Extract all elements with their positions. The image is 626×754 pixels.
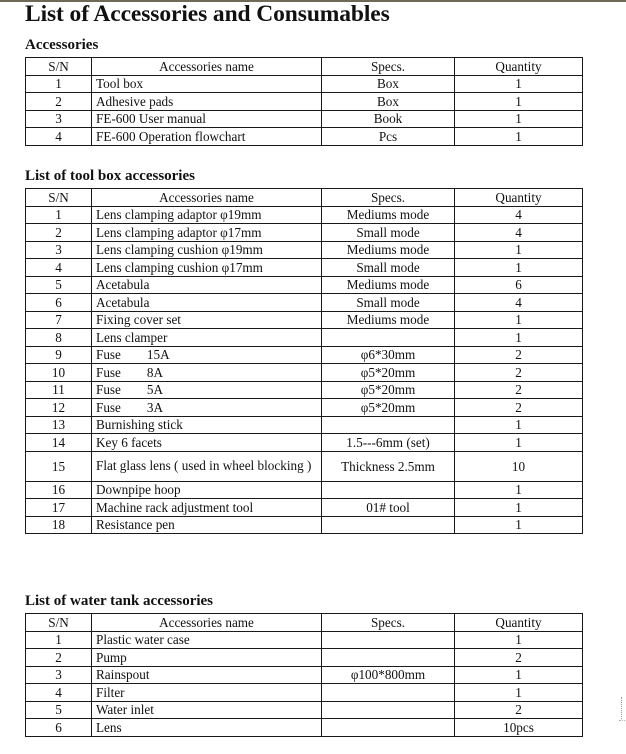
cell-spec: Book — [322, 110, 455, 128]
cell-spec: Mediums mode — [322, 206, 455, 224]
cell-name: Acetabula — [92, 294, 322, 312]
cell-spec: Mediums mode — [322, 311, 455, 329]
cell-sn: 12 — [26, 399, 92, 417]
cell-sn: 1 — [26, 75, 92, 93]
cell-sn: 16 — [26, 481, 92, 499]
table-row — [26, 294, 583, 312]
cell-name — [92, 346, 322, 364]
table-row — [26, 719, 583, 737]
cell-sn: 3 — [26, 666, 92, 684]
cell-qty: 2 — [455, 364, 583, 382]
table-row — [26, 276, 583, 294]
cell-spec — [322, 481, 455, 499]
header-name: Accessories name — [92, 189, 322, 207]
table-row — [26, 128, 583, 146]
cell-name: Resistance pen — [92, 516, 322, 534]
table-row — [26, 224, 583, 242]
cell-sn: 17 — [26, 499, 92, 517]
cell-spec: Box — [322, 93, 455, 111]
cell-spec — [322, 631, 455, 649]
table-header-row — [26, 189, 583, 207]
table-row — [26, 499, 583, 517]
cell-qty: 1 — [455, 259, 583, 277]
cell-spec — [322, 701, 455, 719]
cell-qty: 1 — [455, 666, 583, 684]
cell-spec: Thickness 2.5mm — [322, 451, 455, 481]
cell-qty: 6 — [455, 276, 583, 294]
section-title-watertank: List of water tank accessories — [25, 593, 214, 609]
header-name: Accessories name — [92, 58, 322, 76]
cell-qty: 2 — [455, 701, 583, 719]
cell-spec: φ5*20mm — [322, 399, 455, 417]
table-row — [26, 631, 583, 649]
section-title-accessories: Accessories — [25, 37, 99, 53]
fuse-rating: 8A — [146, 364, 164, 380]
cell-spec: φ5*20mm — [322, 381, 455, 399]
cell-qty: 10pcs — [455, 719, 583, 737]
cell-name: Lens clamping cushion φ17mm — [92, 259, 322, 277]
cell-spec: Small mode — [322, 259, 455, 277]
header-spec: Specs. — [322, 58, 455, 76]
cell-spec — [322, 684, 455, 702]
cell-qty: 1 — [455, 684, 583, 702]
cell-qty: 2 — [455, 381, 583, 399]
cell-sn: 3 — [26, 241, 92, 259]
accessories-table — [25, 57, 583, 146]
cell-spec: Mediums mode — [322, 241, 455, 259]
cell-spec: Box — [322, 75, 455, 93]
cell-spec: Mediums mode — [322, 276, 455, 294]
fuse-label: Fuse — [96, 364, 121, 380]
header-sn: S/N — [26, 189, 92, 207]
cell-name: Burnishing stick — [92, 416, 322, 434]
cell-qty: 1 — [455, 416, 583, 434]
cell-name: Fixing cover set — [92, 311, 322, 329]
cell-qty: 1 — [455, 128, 583, 146]
fuse-rating: 5A — [146, 382, 164, 398]
cell-spec: 1.5---6mm (set) — [322, 434, 455, 452]
cell-name: Plastic water case — [92, 631, 322, 649]
table-row — [26, 364, 583, 382]
cell-spec: φ5*20mm — [322, 364, 455, 382]
cell-name: Flat glass lens ( used in wheel blocking ) — [92, 451, 322, 481]
cell-qty: 1 — [455, 481, 583, 499]
cell-sn: 10 — [26, 364, 92, 382]
table-row — [26, 666, 583, 684]
cell-qty: 2 — [455, 649, 583, 667]
cell-qty: 10 — [455, 451, 583, 481]
cell-qty: 2 — [455, 399, 583, 417]
table-row — [26, 451, 583, 481]
cell-sn: 2 — [26, 649, 92, 667]
cell-qty: 1 — [455, 516, 583, 534]
header-qty: Quantity — [455, 189, 583, 207]
cell-name: Pump — [92, 649, 322, 667]
table-row — [26, 75, 583, 93]
fuse-label: Fuse — [96, 399, 121, 415]
table-row — [26, 416, 583, 434]
cell-name: Acetabula — [92, 276, 322, 294]
cell-name — [92, 364, 322, 382]
header-sn: S/N — [26, 614, 92, 632]
header-name: Accessories name — [92, 614, 322, 632]
cell-name: Filter — [92, 684, 322, 702]
page-title: List of Accessories and Consumables — [25, 1, 390, 27]
table-row — [26, 311, 583, 329]
cell-sn: 4 — [26, 128, 92, 146]
watertank-table — [25, 613, 583, 737]
cell-sn: 18 — [26, 516, 92, 534]
cell-sn: 11 — [26, 381, 92, 399]
cell-sn: 7 — [26, 311, 92, 329]
cell-qty: 1 — [455, 631, 583, 649]
cell-qty: 4 — [455, 224, 583, 242]
cell-name: Lens clamper — [92, 329, 322, 347]
cell-spec: φ100*800mm — [322, 666, 455, 684]
cell-qty: 1 — [455, 499, 583, 517]
cell-spec — [322, 329, 455, 347]
cell-sn: 4 — [26, 259, 92, 277]
cell-name — [92, 381, 322, 399]
cell-name: Rainspout — [92, 666, 322, 684]
header-spec: Specs. — [322, 614, 455, 632]
fuse-rating: 3A — [146, 399, 164, 415]
table-row — [26, 259, 583, 277]
cell-qty: 2 — [455, 346, 583, 364]
cell-sn: 9 — [26, 346, 92, 364]
cell-name: Lens clamping cushion φ19mm — [92, 241, 322, 259]
dotted-marker — [621, 697, 625, 719]
cell-spec: 01# tool — [322, 499, 455, 517]
cell-name — [92, 399, 322, 417]
fuse-label: Fuse — [96, 347, 121, 363]
table-row — [26, 346, 583, 364]
table-row — [26, 399, 583, 417]
table-row — [26, 110, 583, 128]
cell-sn: 5 — [26, 701, 92, 719]
cell-qty: 4 — [455, 294, 583, 312]
table-row — [26, 516, 583, 534]
table-row — [26, 93, 583, 111]
cell-sn: 3 — [26, 110, 92, 128]
cell-qty: 1 — [455, 434, 583, 452]
table-row — [26, 434, 583, 452]
cell-name: Water inlet — [92, 701, 322, 719]
cell-sn: 15 — [26, 451, 92, 481]
cell-spec — [322, 516, 455, 534]
table-row — [26, 206, 583, 224]
cell-name: Key 6 facets — [92, 434, 322, 452]
table-row — [26, 329, 583, 347]
cell-sn: 1 — [26, 206, 92, 224]
cell-sn: 14 — [26, 434, 92, 452]
cell-sn: 1 — [26, 631, 92, 649]
cell-spec — [322, 719, 455, 737]
cell-name: Lens clamping adaptor φ19mm — [92, 206, 322, 224]
cell-sn: 13 — [26, 416, 92, 434]
table-row — [26, 649, 583, 667]
cell-sn: 4 — [26, 684, 92, 702]
cell-spec: φ6*30mm — [322, 346, 455, 364]
cell-spec: Pcs — [322, 128, 455, 146]
cell-sn: 2 — [26, 93, 92, 111]
cell-name: Machine rack adjustment tool — [92, 499, 322, 517]
header-qty: Quantity — [455, 614, 583, 632]
cell-qty: 1 — [455, 93, 583, 111]
table-row — [26, 481, 583, 499]
cell-sn: 5 — [26, 276, 92, 294]
table-header-row — [26, 614, 583, 632]
table-row — [26, 701, 583, 719]
cell-name: FE-600 User manual — [92, 110, 322, 128]
cell-spec: Small mode — [322, 224, 455, 242]
cell-qty: 1 — [455, 311, 583, 329]
cell-name: Lens clamping adaptor φ17mm — [92, 224, 322, 242]
cell-qty: 1 — [455, 241, 583, 259]
header-spec: Specs. — [322, 189, 455, 207]
cell-spec — [322, 416, 455, 434]
cell-sn: 6 — [26, 719, 92, 737]
cell-name: Downpipe hoop — [92, 481, 322, 499]
cell-sn: 8 — [26, 329, 92, 347]
table-row — [26, 241, 583, 259]
cell-name: Tool box — [92, 75, 322, 93]
fuse-rating: 15A — [146, 347, 170, 363]
section-title-toolbox: List of tool box accessories — [25, 168, 195, 184]
cell-sn: 6 — [26, 294, 92, 312]
cell-qty: 1 — [455, 110, 583, 128]
table-row — [26, 684, 583, 702]
cell-qty: 1 — [455, 329, 583, 347]
table-header-row — [26, 58, 583, 76]
cell-name: FE-600 Operation flowchart — [92, 128, 322, 146]
header-qty: Quantity — [455, 58, 583, 76]
cell-name: Lens — [92, 719, 322, 737]
table-row — [26, 381, 583, 399]
toolbox-table — [25, 188, 583, 534]
cell-name: Adhesive pads — [92, 93, 322, 111]
cell-qty: 4 — [455, 206, 583, 224]
cell-spec — [322, 649, 455, 667]
cell-qty: 1 — [455, 75, 583, 93]
header-sn: S/N — [26, 58, 92, 76]
cell-spec: Small mode — [322, 294, 455, 312]
fuse-label: Fuse — [96, 382, 121, 398]
cell-sn: 2 — [26, 224, 92, 242]
